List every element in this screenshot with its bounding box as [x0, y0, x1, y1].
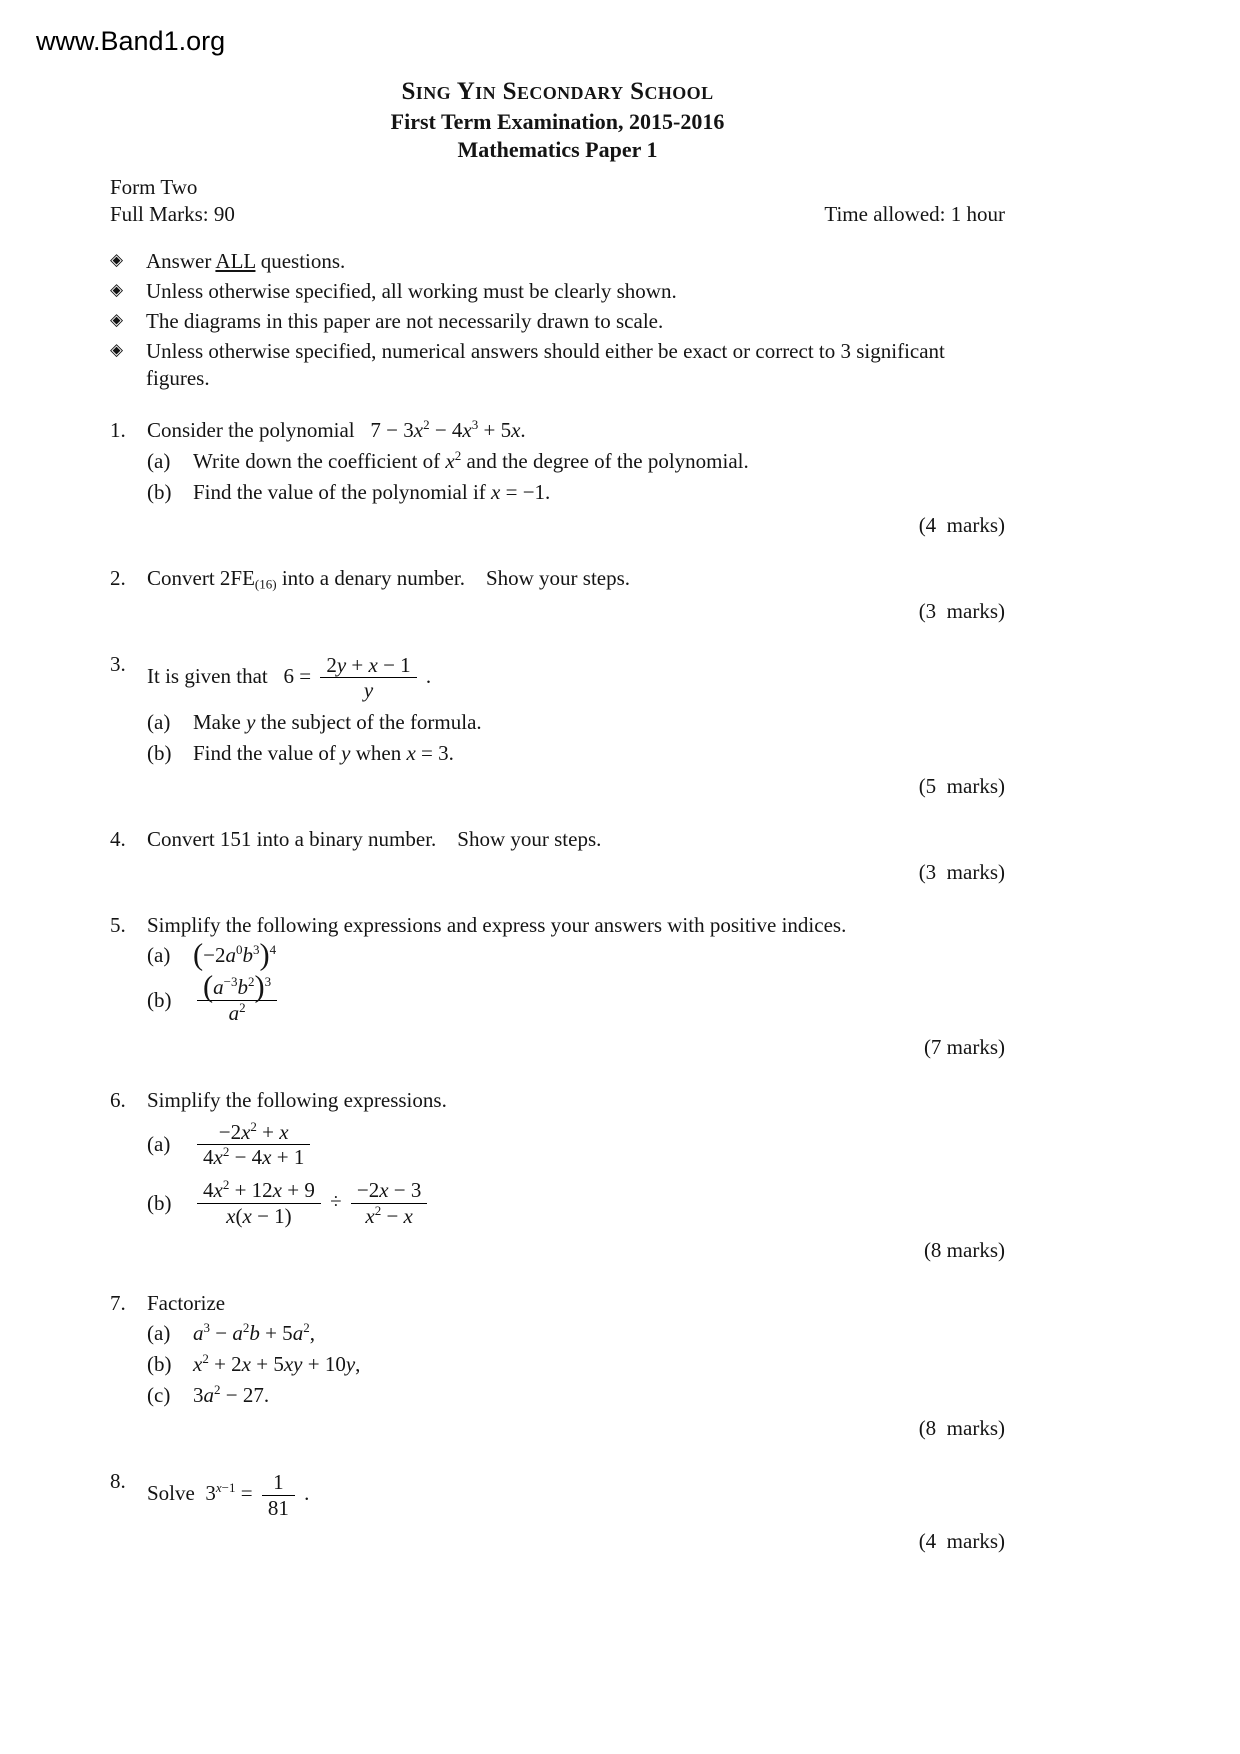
part-label: (b) — [147, 1352, 172, 1377]
question-part — [147, 1382, 1005, 1409]
instruction-item — [110, 248, 1005, 275]
question-body — [147, 565, 1005, 625]
page-header — [110, 76, 1005, 164]
question-part — [147, 969, 1005, 1028]
question-2 — [110, 565, 1005, 625]
instructions-list — [110, 248, 1005, 391]
marks-label: (4 marks) — [918, 513, 1005, 538]
part-label: (a) — [147, 449, 171, 474]
question-number: 7. — [110, 1290, 126, 1315]
page-content — [110, 0, 1005, 1555]
question-body — [147, 651, 1005, 800]
question-part — [147, 709, 1005, 736]
question-4 — [110, 826, 1005, 886]
question-7 — [110, 1290, 1005, 1442]
question-5 — [110, 912, 1005, 1061]
question-part — [147, 1118, 1005, 1173]
question-number: 1. — [110, 418, 126, 443]
part-label: (a) — [147, 1132, 171, 1157]
marks-label: (3 marks) — [918, 859, 1005, 884]
part-label: (b) — [147, 1190, 172, 1215]
marks-label: (5 marks) — [918, 773, 1005, 798]
question-number: 5. — [110, 912, 126, 937]
full-marks-label: Full Marks: 90 — [110, 202, 235, 227]
part-text: $(-2a^0b^3)^4$ — [193, 937, 277, 972]
part-text: $\frac{4x^2 + 12x + 9}{x(x - 1)}$ ÷ $\frac{-2x - 3}{x^2 - x}$ — [193, 1176, 1005, 1231]
question-body — [147, 912, 1005, 1061]
question-number: 3. — [110, 651, 126, 676]
instruction-text: Answer ALL questions. — [146, 249, 346, 274]
question-body — [147, 1087, 1005, 1264]
questions-list — [110, 417, 1005, 1555]
part-label: (a) — [147, 943, 171, 968]
marks-label: (3 marks) — [918, 598, 1005, 623]
question-part — [147, 479, 1005, 506]
marks-label: (8 marks) — [923, 1237, 1005, 1262]
instruction-item — [110, 338, 1005, 392]
instruction-item — [110, 278, 1005, 305]
time-allowed-label: Time allowed: 1 hour — [824, 202, 1005, 227]
part-label: (b) — [147, 480, 172, 505]
marks-label: (4 marks) — [918, 1529, 1005, 1554]
part-text: $\frac{(a^{-3}b^2)^3}{a^2}$ — [193, 973, 1005, 1028]
part-text: $a^3 - a^2b + 5a^2$, — [193, 1320, 315, 1346]
question-8 — [110, 1468, 1005, 1555]
diamond-bullet-icon: ◈ — [110, 339, 124, 360]
part-text: Find the value of the polynomial if x = −1. — [193, 480, 551, 505]
marks-label: (7 marks) — [923, 1034, 1005, 1059]
question-body — [147, 1290, 1005, 1442]
question-body — [147, 1468, 1005, 1555]
question-stem: Convert $2FE_{(16)}$ into a denary number. Show your steps. — [147, 565, 631, 592]
part-label: (b) — [147, 741, 172, 766]
question-part — [147, 740, 1005, 767]
question-stem: Simplify the following expressions and express your answers with positive indices. — [147, 912, 847, 937]
question-body — [147, 417, 1005, 539]
question-part — [147, 1176, 1005, 1231]
exam-title: First Term Examination, 2015-2016 — [390, 109, 725, 134]
part-text: $3a^2 - 27$. — [193, 1382, 270, 1408]
question-part — [147, 937, 1005, 972]
part-text: Find the value of y when x = 3. — [193, 741, 454, 766]
instruction-text: Unless otherwise specified, numerical answers should either be exact or correct to 3 significant figures. — [146, 338, 945, 390]
instruction-item — [110, 308, 1005, 335]
question-stem: Factorize — [147, 1290, 226, 1315]
question-stem: It is given that 6 = $\frac{2y + x - 1}{y}$ . — [147, 652, 432, 703]
question-3 — [110, 651, 1005, 800]
question-number: 6. — [110, 1087, 126, 1112]
form-label: Form Two — [110, 175, 198, 200]
question-stem: Simplify the following expressions. — [147, 1087, 447, 1112]
part-label: (c) — [147, 1383, 171, 1408]
band1-watermark: www.Band1.org — [36, 26, 226, 56]
question-stem: Consider the polynomial $7 - 3x^2 - 4x^3 + 5x$. — [147, 417, 526, 443]
question-number: 4. — [110, 826, 126, 851]
part-label: (b) — [147, 988, 172, 1013]
part-text: $x^2 + 2x + 5xy + 10y$, — [193, 1351, 361, 1377]
question-stem: Convert 151 into a binary number. Show your steps. — [147, 826, 602, 851]
part-text: $\frac{-2x^2 + x}{4x^2 - 4x + 1}$ — [193, 1118, 1005, 1173]
question-body — [147, 826, 1005, 886]
question-6 — [110, 1087, 1005, 1264]
diamond-bullet-icon: ◈ — [110, 279, 124, 300]
school-name: Sing Yin Secondary School — [401, 78, 714, 105]
exam-info — [110, 174, 1005, 228]
question-number: 2. — [110, 565, 126, 590]
instruction-text: The diagrams in this paper are not necessarily drawn to scale. — [146, 308, 664, 333]
question-part — [147, 448, 1005, 475]
instruction-text: Unless otherwise specified, all working must be clearly shown. — [146, 278, 677, 303]
part-text: Make y the subject of the formula. — [193, 710, 482, 735]
part-label: (a) — [147, 1321, 171, 1346]
part-label: (a) — [147, 710, 171, 735]
diamond-bullet-icon: ◈ — [110, 250, 124, 271]
question-1 — [110, 417, 1005, 539]
question-part — [147, 1351, 1005, 1378]
question-stem: Solve $3^{x-1}$ = $\frac{1}{81}$ . — [147, 1469, 310, 1520]
part-text: Write down the coefficient of $x^2$ and the degree of the polynomial. — [193, 448, 749, 474]
marks-time-row — [110, 201, 1005, 228]
marks-label: (8 marks) — [918, 1416, 1005, 1441]
question-number: 8. — [110, 1468, 126, 1493]
diamond-bullet-icon: ◈ — [110, 309, 124, 330]
paper-title: Mathematics Paper 1 — [457, 137, 658, 163]
question-part — [147, 1320, 1005, 1347]
